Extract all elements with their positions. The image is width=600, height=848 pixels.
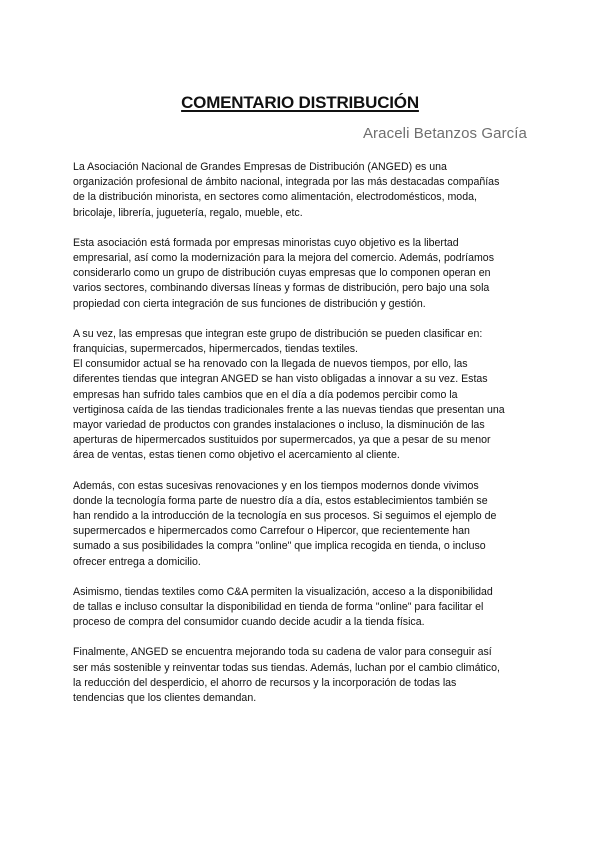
text-line: Asimismo, tiendas textiles como C&A permiten la visualización, acceso a la disponibilidad xyxy=(73,585,493,598)
text-line: sumado a sus posibilidades la compra "online" que implica recogida en tienda, o incluso xyxy=(73,540,486,553)
text-line: vertiginosa caída de las tiendas tradicionales frente a las nuevas tiendas que presentan una xyxy=(73,403,505,416)
paragraph-3 xyxy=(73,327,528,464)
text-line: propiedad con cierta integración de sus funciones de distribución y gestión. xyxy=(73,297,426,310)
text-line: aperturas de hipermercados sustituidos por supermercados, ya que a pesar de su menor xyxy=(73,434,491,447)
text-line: supermercados e hipermercados como Carrefour o Hipercor, que recientemente han xyxy=(73,525,470,538)
text-line: de la distribución minorista, en sectores como alimentación, electrodomésticos, moda, xyxy=(73,191,477,204)
paragraph-1 xyxy=(73,160,528,221)
paragraph-6 xyxy=(73,645,528,706)
text-line: Además, con estas sucesivas renovaciones y en los tiempos modernos donde vivimos xyxy=(73,479,479,492)
text-line: área de ventas, estas tienen como objetivo el acercamiento al cliente. xyxy=(73,449,400,462)
text-line: mayor variedad de productos con grandes instalaciones o incluso, la disminución de las xyxy=(73,419,485,432)
text-line: empresas han sufrido tales cambios que en el día a día podemos percibir como la xyxy=(73,388,458,401)
text-line: A su vez, las empresas que integran este grupo de distribución se pueden clasificar en: xyxy=(73,327,483,340)
document-title: COMENTARIO DISTRIBUCIÓN xyxy=(181,93,419,112)
text-line: ofrecer entrega a domicilio. xyxy=(73,555,201,568)
text-line: El consumidor actual se ha renovado con la llegada de nuevos tiempos, por ello, las xyxy=(73,358,468,371)
text-line: ser más sostenible y reinventar todas sus tiendas. Además, luchan por el cambio climático, xyxy=(73,661,500,674)
text-line: Esta asociación está formada por empresas minoristas cuyo objetivo es la libertad xyxy=(73,236,459,249)
text-line: la reducción del desperdicio, el ahorro de recursos y la incorporación de todas las xyxy=(73,676,457,689)
text-line: proceso de compra del consumidor cuando decide acudir a la tienda física. xyxy=(73,616,425,629)
document-author: Araceli Betanzos García xyxy=(362,125,527,142)
text-line: Finalmente, ANGED se encuentra mejorando toda su cadena de valor para conseguir así xyxy=(73,646,492,659)
paragraph-5 xyxy=(73,585,528,631)
text-line: La Asociación Nacional de Grandes Empresas de Distribución (ANGED) es una xyxy=(73,161,447,173)
text-line: considerarlo como un grupo de distribución cuyas empresas que lo componen operan en xyxy=(73,267,491,280)
text-line: bricolaje, librería, juguetería, regalo, mueble, etc. xyxy=(73,206,303,219)
text-line: de tallas e incluso consultar la disponibilidad en tienda de forma "online" para facilitar el xyxy=(73,601,484,614)
document-body xyxy=(73,160,528,721)
text-line: donde la tecnología forma parte de nuestro día a día, estos establecimientos también se xyxy=(73,494,488,507)
text-line: empresarial, así como la modernización para la mejora del comercio. Además, podríamos xyxy=(73,252,494,265)
text-line: han rendido a la introducción de la tecnología en sus procesos. Si seguimos el ejemplo de xyxy=(73,510,497,523)
text-line: organización profesional de ámbito nacional, integrada por las más destacadas compañías xyxy=(73,176,500,189)
text-line: diferentes tiendas que integran ANGED se han visto obligadas a innovar a su vez. Estas xyxy=(73,373,488,386)
text-line: varios sectores, combinando diversas líneas y formas de distribución, pero bajo una sola xyxy=(73,282,490,295)
text-line: tendencias que los clientes demandan. xyxy=(73,692,257,705)
paragraph-2 xyxy=(73,236,528,312)
text-line: franquicias, supermercados, hipermercados, tiendas textiles. xyxy=(73,343,358,356)
paragraph-4 xyxy=(73,479,528,570)
